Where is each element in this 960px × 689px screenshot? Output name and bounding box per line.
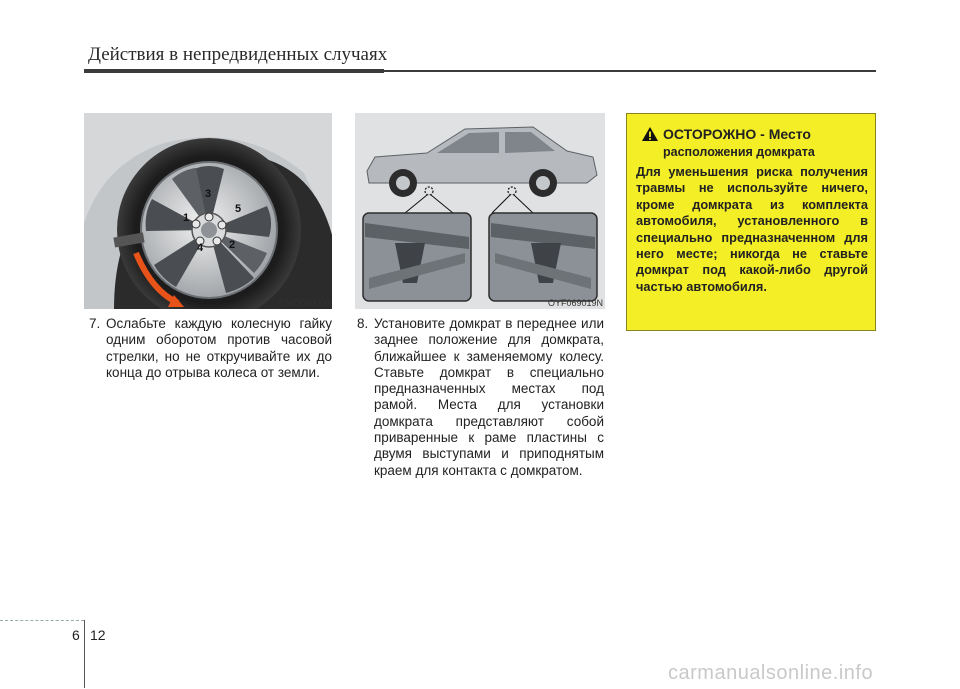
nut-label: 5 — [235, 203, 242, 215]
watermark: carmanualsonline.info — [668, 662, 874, 684]
wheel-illustration — [84, 113, 332, 309]
figure-code: OMD060009 — [278, 298, 330, 308]
nut-label: 4 — [197, 242, 204, 254]
jack-points-illustration — [355, 113, 605, 309]
nut-label: 2 — [229, 239, 236, 251]
warning-subtitle: расположения домкрата — [663, 145, 815, 159]
step-item — [89, 316, 332, 381]
footer-vertical-rule — [84, 620, 85, 688]
warning-title: ОСТОРОЖНО - Место — [663, 126, 811, 142]
step-number: 8. — [357, 316, 369, 331]
header-rule-accent — [84, 69, 384, 73]
section-title: Действия в непредвиденных случаях — [88, 44, 388, 65]
nut-label: 3 — [205, 188, 212, 200]
page-number: 12 — [90, 627, 106, 643]
warning-triangle-icon — [641, 126, 659, 146]
car-drawing — [355, 113, 605, 309]
chapter-number: 6 — [72, 627, 80, 643]
figure-code: OYF069019N — [547, 298, 603, 308]
warning-text: Для уменьшения риска получения травмы не используйте ничего, кроме домкрата из комплекта автомобиля, установленного в специально предназначенном для него месте; никогда не ставьте домкрат под какой-либо другой частью автомобиля. — [636, 164, 868, 294]
step-text: Ослабьте каждую колесную гайку одним оборотом против часовой стрелки, но не откручивайте их до конца до отрыва колеса от земли. — [106, 316, 332, 380]
nut-label: 1 — [183, 212, 190, 224]
step-item — [357, 316, 604, 479]
wheel-drawing — [84, 113, 332, 309]
footer-divider — [0, 620, 84, 621]
warning-box — [626, 113, 876, 331]
step-text: Установите домкрат в переднее или заднее положение для домкрата, ближайшее к заменяемому колесу. Ставьте домкрат в специально предназначенных местах под рамой. Места для установки домкрата представляют собой приваренные к раме пластины с двумя выступами и приподнятым краем для контакта с домкратом. — [374, 316, 604, 478]
step-number: 7. — [89, 316, 101, 331]
